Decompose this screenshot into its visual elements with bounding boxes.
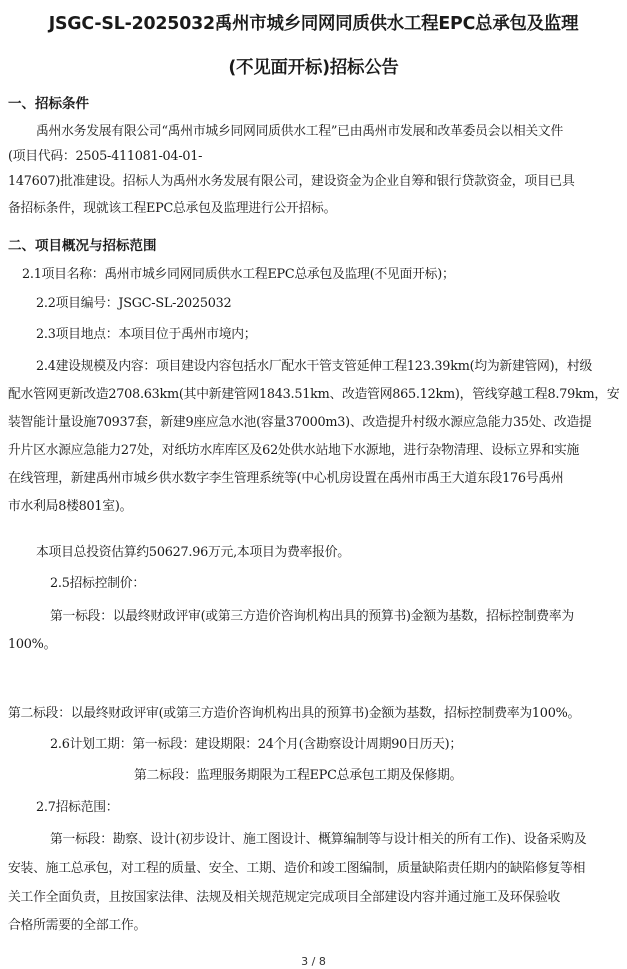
page-number: 3 / 8 bbox=[301, 955, 326, 968]
item-2-4-line: 升片区水源应急能力27处，对纸坊水库库区及62处供水站地下水源地，进行杂物清理、设标立界和实施 bbox=[8, 443, 580, 458]
item-2-3: 2.3项目地点：本项目位于禹州市境内； bbox=[36, 327, 257, 342]
item-2-7-line: 安装、施工总承包，对工程的质量、安全、工期、造价和竣工图编制，质量缺陷责任期内的缺陷修复等相 bbox=[8, 861, 586, 876]
item-2-1: 2.1项目名称：禹州市城乡同网同质供水工程EPC总承包及监理(不见面开标)； bbox=[22, 267, 455, 282]
item-2-6: 2.6计划工期：第一标段：建设期限：24个月(含勘察设计周期90日历天)； bbox=[50, 737, 462, 752]
item-2-4-line: 在线管理，新建禹州市城乡供水数字李生管理系统等(中心机房设置在禹州市禹王大道东段176号禹州 bbox=[8, 471, 564, 486]
item-2-7-line: 关工作全面负责，且按国家法律、法规及相关规范规定完成项目全部建设内容并通过施工及环保验收 bbox=[8, 890, 561, 905]
document-title-line1: JSGC-SL-2025032禹州市城乡同网同质供水工程EPC总承包及监理 bbox=[48, 14, 579, 34]
investment-line: 本项目总投资估算约50627.96万元,本项目为费率报价。 bbox=[36, 545, 350, 560]
lot1-price-line: 100%。 bbox=[8, 637, 57, 652]
lot1-price-line: 第一标段：以最终财政评审(或第三方造价咨询机构出具的预算书)金额为基数，招标控制费率为 bbox=[50, 609, 574, 624]
item-2-6-lot2: 第二标段：监理服务期限为工程EPC总承包工期及保修期。 bbox=[134, 768, 463, 783]
item-2-4-line: 市水利局8楼801室)。 bbox=[8, 499, 133, 514]
section1-line: 147607)批准建设。招标人为禹州水务发展有限公司，建设资金为企业自筹和银行贷款资金，项目已具 bbox=[8, 174, 575, 189]
item-2-4-line: 2.4建设规模及内容：项目建设内容包括水厂配水干管支管延伸工程123.39km(均为新建管网)，村级 bbox=[36, 359, 592, 374]
item-2-2: 2.2项目编号：JSGC-SL-2025032 bbox=[36, 296, 232, 311]
document-title-line2: (不见面开标)招标公告 bbox=[228, 58, 399, 78]
item-2-7-line: 第一标段：勘察、设计(初步设计、施工图设计、概算编制等与设计相关的所有工作)、设备采购及 bbox=[50, 832, 587, 847]
lot2-price-line: 第二标段：以最终财政评审(或第三方造价咨询机构出具的预算书)金额为基数，招标控制费率为100%。 bbox=[8, 706, 581, 721]
item-2-7-line: 合格所需要的全部工作。 bbox=[8, 918, 147, 933]
item-2-5-heading: 2.5招标控制价： bbox=[50, 576, 145, 591]
section1-line: (项目代码：2505-411081-04-01- bbox=[8, 149, 203, 164]
section1-line: 备招标条件，现就该工程EPC总承包及监理进行公开招标。 bbox=[8, 201, 337, 216]
section2-heading: 二、项目概况与招标范围 bbox=[8, 238, 157, 254]
item-2-4-line: 装智能计量设施70937套，新建9座应急水池(容量37000m3)、改造提升村级水源应急能力35处、改造提 bbox=[8, 415, 592, 430]
item-2-4-line: 配水管网更新改造2708.63km(其中新建管网1843.51km、改造管网865.12km)，管线穿越工程8.79km，安 bbox=[8, 387, 620, 402]
section1-line: 禹州水务发展有限公司“禹州市城乡同网同质供水工程”已由禹州市发展和改革委员会以相关文件 bbox=[36, 124, 564, 139]
item-2-7-heading: 2.7招标范围： bbox=[36, 800, 119, 815]
section1-heading: 一、招标条件 bbox=[8, 96, 89, 112]
